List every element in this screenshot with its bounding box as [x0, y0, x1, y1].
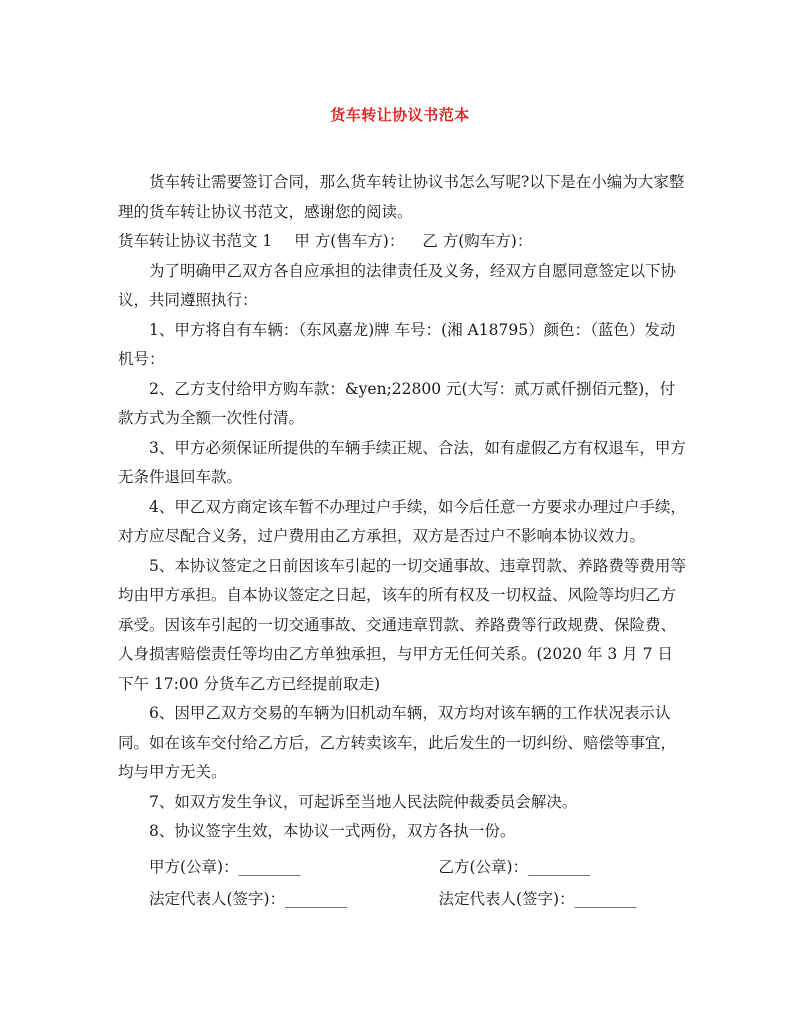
clause-8: 8、协议签字生效，本协议一式两份，双方各执一份。: [149, 822, 516, 840]
clause-2: 2、乙方支付给甲方购车款：&yen;22800 元(大写：贰万贰仟捌佰元整)，付款方式为全额一次性付清。: [118, 379, 676, 427]
sample-header-line: [118, 227, 688, 257]
party-b-label: 乙 方(购车方)：: [422, 232, 533, 250]
seal-signature-row: [118, 853, 688, 883]
clause-1: 1、甲方将自有车辆：（东风嘉龙)牌 车号：(湘 A18795）颜色：（蓝色）发动机号：: [118, 320, 676, 368]
document-body: [118, 168, 688, 915]
document-title: 货车转让协议书范本: [330, 106, 470, 124]
intro-paragraph: 货车转让需要签订合同，那么货车转让协议书怎么写呢?以下是在小编为大家整理的货车转让协议书范文，感谢您的阅读。: [118, 173, 685, 221]
party-b-seal: 乙方(公章)：________: [438, 857, 591, 876]
party-b-representative: 法定代表人(签字)：________: [438, 890, 637, 908]
clause-4: 4、甲乙双方商定该车暂不办理过户手续，如今后任意一方要求办理过户手续，对方应尽配合义务，过户费用由乙方承担，双方是否过户不影响本协议效力。: [118, 497, 686, 545]
party-a-representative: 法定代表人(签字)：________: [149, 890, 348, 908]
clause-6: 6、因甲乙双方交易的车辆为旧机动车辆，双方均对该车辆的工作状况表示认同。如在该车交付给乙方后，乙方转卖该车，此后发生的一切纠纷、赔偿等事宜，均与甲方无关。: [118, 704, 677, 781]
clause-7: 7、如双方发生争议，可起诉至当地人民法院仲裁委员会解决。: [149, 792, 578, 811]
clause-3: 3、甲方必须保证所提供的车辆手续正规、合法，如有虚假乙方有权退车，甲方无条件退回车款。: [118, 438, 686, 486]
clause-5: 5、本协议签定之日前因该车引起的一切交通事故、违章罚款、养路费等费用等均由甲方承担。自本协议签定之日起，该车的所有权及一切权益、风险等均归乙方承受。因该车引起的一切交通事故、交通违章罚款、养路费等行政规费、保险费、人身损害赔偿责任等均由乙方单独承担，与甲方无任何关系。(2020 年 3 月 7 日下午 17:00 分货车乙方已经提前取走): [118, 556, 686, 693]
sample-label: 货车转让协议书范文 1: [118, 232, 273, 250]
party-a-seal: 甲方(公章)：________: [149, 857, 301, 876]
representative-signature-row: [118, 885, 688, 915]
preamble-paragraph: 为了明确甲乙双方各自应承担的法律责任及义务，经双方自愿同意签定以下协议，共同遵照执行：: [118, 261, 677, 309]
party-a-label: 甲 方(售车方)：: [294, 232, 405, 250]
